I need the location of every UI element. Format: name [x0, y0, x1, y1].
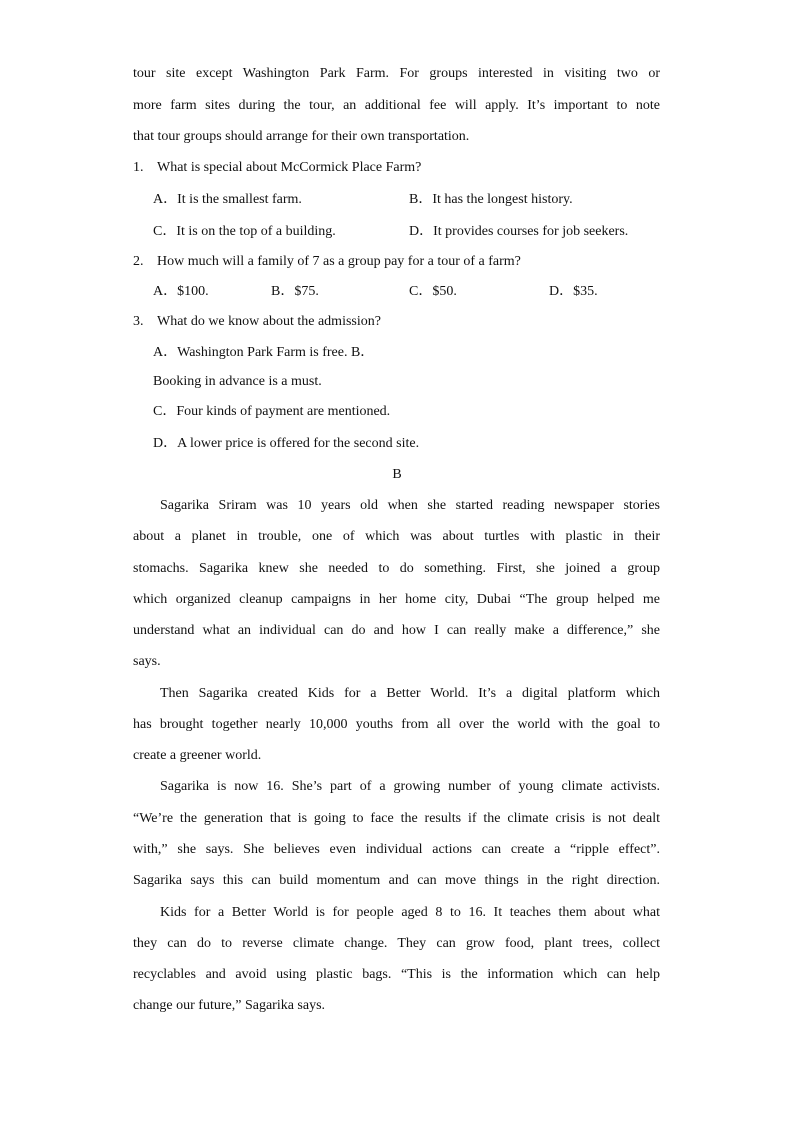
question-number: 3. — [133, 314, 144, 329]
option-label: B． — [271, 284, 295, 299]
option-label: C． — [409, 284, 433, 299]
passage-b-line: stomachs. Sagarika knew she needed to do something. First, she joined a group — [133, 561, 660, 576]
option-1a — [153, 190, 302, 210]
option-text: $100. — [177, 284, 209, 299]
option-1d — [409, 222, 628, 242]
passage-b-line: “We’re the generation that is going to face the results if the climate crisis is not dealt — [133, 811, 660, 826]
option-text: It is the smallest farm. — [177, 192, 302, 207]
passage-b-line: create a greener world. — [133, 748, 262, 763]
passage-a-line: tour site except Washington Park Farm. For groups interested in visiting two or — [133, 66, 660, 81]
option-3d — [153, 434, 419, 454]
option-text: Four kinds of payment are mentioned. — [176, 404, 391, 419]
question-number: 2. — [133, 254, 144, 269]
option-label: D． — [549, 284, 574, 299]
passage-b-line: Sagarika is now 16. She’s part of a growing number of young climate activists. — [160, 779, 660, 794]
option-label: A． — [153, 345, 178, 360]
passage-b-line: recyclables and avoid using plastic bags. “This is the information which can help — [133, 967, 660, 982]
passage-a-line: that tour groups should arrange for their own transportation. — [133, 129, 470, 144]
option-text: It is on the top of a building. — [176, 224, 336, 239]
passage-a-line: more farm sites during the tour, an additional fee will apply. It’s important to note — [133, 98, 660, 113]
option-label: D． — [409, 224, 434, 239]
option-label: B． — [409, 192, 433, 207]
option-text: It provides courses for job seekers. — [433, 224, 629, 239]
option-text: $75. — [294, 284, 319, 299]
option-2d — [549, 282, 598, 302]
question-number: 1. — [133, 160, 144, 175]
question-text: What is special about McCormick Place Farm? — [157, 160, 422, 175]
question-2 — [133, 252, 660, 272]
question-3 — [133, 312, 660, 332]
option-2c — [409, 282, 457, 302]
option-1c — [153, 222, 336, 242]
passage-b-line: has brought together nearly 10,000 youths from all over the world with the goal to — [133, 717, 660, 732]
passage-b-line: about a planet in trouble, one of which was about turtles with plastic in their — [133, 529, 660, 544]
passage-b-line: Kids for a Better World is for people aged 8 to 16. It teaches them about what — [160, 905, 660, 920]
question-1 — [133, 158, 660, 178]
passage-b-line: says. — [133, 654, 161, 669]
passage-b-line: which organized cleanup campaigns in her home city, Dubai “The group helped me — [133, 592, 660, 607]
passage-b-line: Sagarika says this can build momentum and can move things in the right direction. — [133, 873, 660, 888]
question-text: What do we know about the admission? — [157, 314, 381, 329]
passage-b-line: understand what an individual can do and how I can really make a difference,” she — [133, 623, 660, 638]
option-2a — [153, 282, 209, 302]
option-3a — [153, 343, 374, 363]
option-label: D． — [153, 436, 178, 451]
option-text: $35. — [573, 284, 598, 299]
passage-b-line: Sagarika Sriram was 10 years old when she started reading newspaper stories — [160, 498, 660, 513]
option-1b — [409, 190, 573, 210]
option-label: C． — [153, 404, 177, 419]
option-2b — [271, 282, 319, 302]
option-label: A． — [153, 192, 178, 207]
option-text: $50. — [432, 284, 457, 299]
section-heading: B — [392, 467, 402, 482]
option-text: It has the longest history. — [432, 192, 573, 207]
passage-b-line: change our future,” Sagarika says. — [133, 998, 326, 1013]
option-text: Booking in advance is a must. — [153, 374, 322, 389]
option-label: C． — [153, 224, 177, 239]
option-3c — [153, 402, 390, 422]
option-text: Washington Park Farm is free. B． — [177, 345, 375, 360]
option-3b — [153, 372, 322, 392]
passage-b-line: with,” she says. She believes even individual actions can create a “ripple effect”. — [133, 842, 660, 857]
option-label: A． — [153, 284, 178, 299]
passage-b-line: Then Sagarika created Kids for a Better World. It’s a digital platform which — [160, 686, 660, 701]
passage-b-line: they can do to reverse climate change. They can grow food, plant trees, collect — [133, 936, 660, 951]
option-text: A lower price is offered for the second site. — [177, 436, 420, 451]
question-text: How much will a family of 7 as a group pay for a tour of a farm? — [157, 254, 521, 269]
